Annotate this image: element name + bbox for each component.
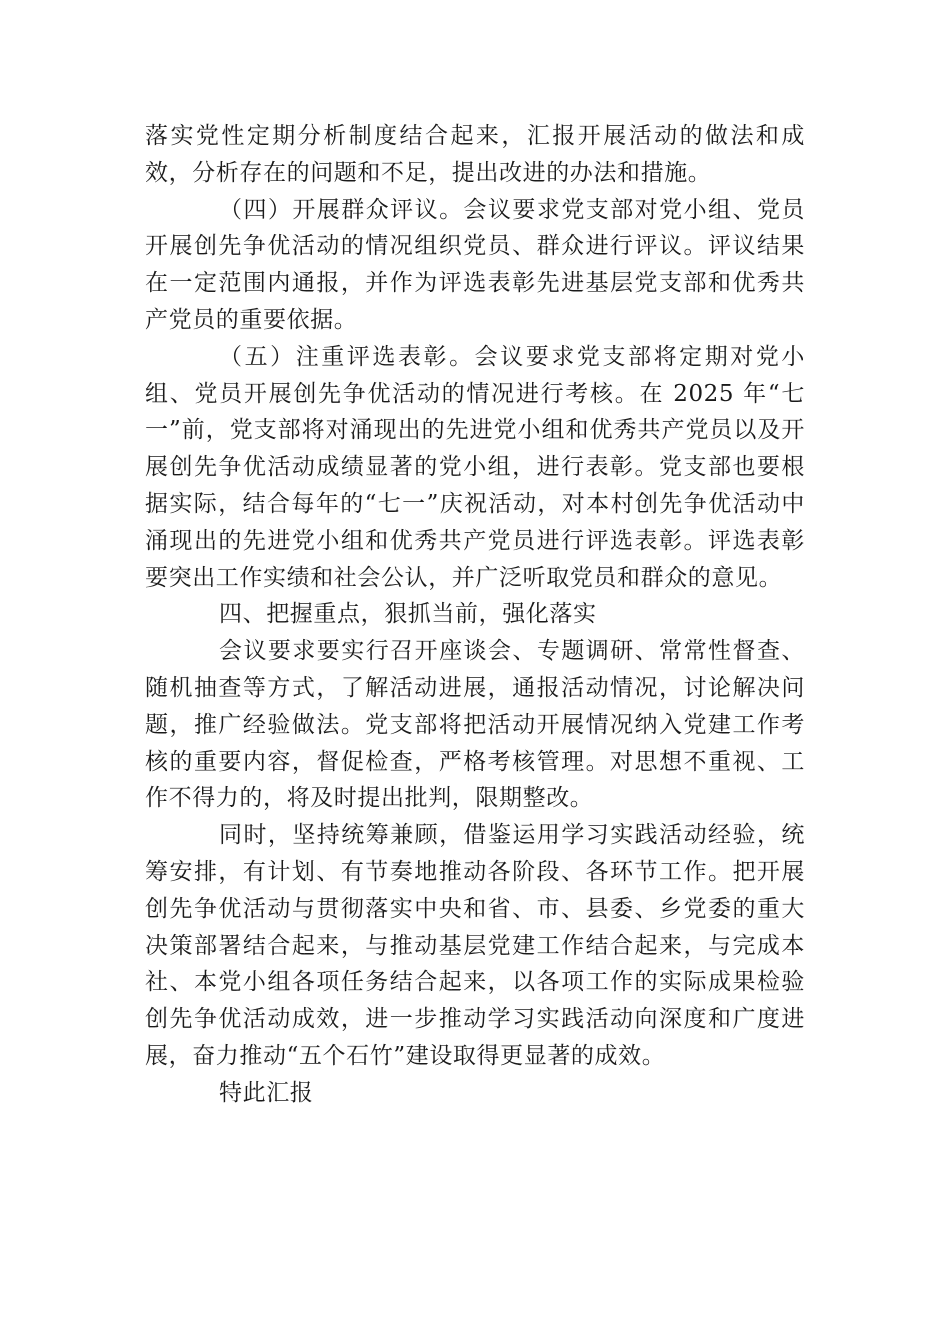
paragraph-continuation: 落实党性定期分析制度结合起来，汇报开展活动的做法和成效，分析存在的问题和不足，提出改进的办法和措施。 [145,123,805,186]
section-heading: 四、把握重点，狠抓当前，强化落实 [219,601,597,628]
paragraph-coordination: 同时，坚持统筹兼顾，借鉴运用学习实践活动经验，统筹安排，有计划、有节奏地推动各阶段、各环节工作。把开展创先争优活动与贯彻落实中央和省、市、县委、乡党委的重大决策部署结合起来，与推动基层党建工作结合起来，与完成本社、本党小组各项任务结合起来，以各项工作的实际成果检验创先争优活动成效，进一步推动学习实践活动向深度和广度进展，奋力推动“五个石竹”建设取得更显著的成效。 [145,822,805,1069]
closing-line: 特此汇报 [219,1079,314,1106]
paragraph-commendation: （五）注重评选表彰。会议要求党支部将定期对党小组、党员开展创先争优活动的情况进行考核。在 2025 年“七一”前，党支部将对涌现出的先进党小组和优秀共产党员以及开展创先争优活动成绩显著的党小组，进行表彰。党支部也要根据实际，结合每年的“七一”庆祝活动，对本村创先争优活动中涌现出的先进党小组和优秀共产党员进行评选表彰。评选表彰要突出工作实绩和社会公认，并广泛听取党员和群众的意见。 [145,343,805,591]
document-body [145,118,805,1112]
paragraph-mass-review: （四）开展群众评议。会议要求党支部对党小组、党员开展创先争优活动的情况组织党员、群众进行评议。评议结果在一定范围内通报，并作为评选表彰先进基层党支部和优秀共产党员的重要依据。 [145,196,805,333]
paragraph-meeting-requirements: 会议要求要实行召开座谈会、专题调研、常常性督查、随机抽查等方式，了解活动进展，通报活动情况，讨论解决问题，推广经验做法。党支部将把活动开展情况纳入党建工作考核的重要内容，督促检查，严格考核管理。对思想不重视、工作不得力的，将及时提出批判，限期整改。 [145,638,805,812]
